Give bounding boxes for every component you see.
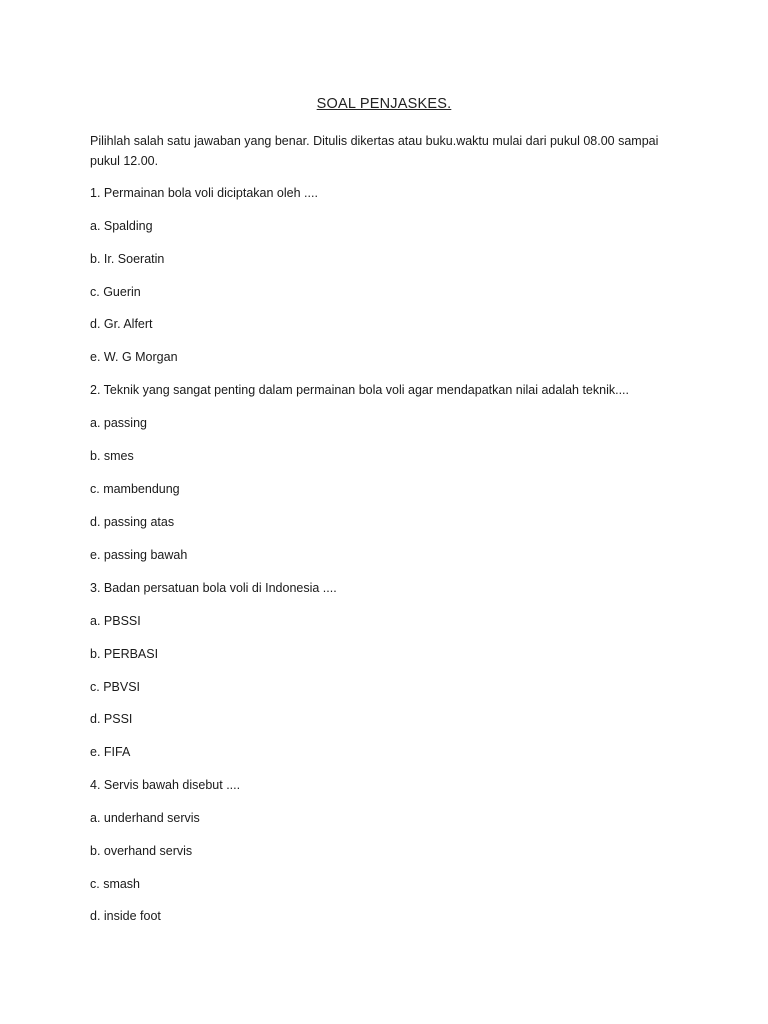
q4-option-d: d. inside foot [90, 909, 161, 923]
q4-option-a: a. underhand servis [90, 811, 200, 825]
q2-option-a: a. passing [90, 416, 147, 430]
q3-option-d: d. PSSI [90, 712, 133, 726]
q1-option-b: b. Ir. Soeratin [90, 252, 165, 266]
document-title: SOAL PENJASKES. [316, 96, 452, 112]
q3-option-c: c. PBVSI [90, 680, 141, 694]
q3-option-a: a. PBSSI [90, 614, 141, 628]
q3-option-e: e. FIFA [90, 745, 131, 759]
question-4: 4. Servis bawah disebut .... [90, 778, 241, 792]
instructions-text: Pilihlah salah satu jawaban yang benar. Ditulis dikertas atau buku.waktu mulai dari pukul 08.00 sampai pukul 12.00. [90, 134, 659, 168]
question-3: 3. Badan persatuan bola voli di Indonesia .... [90, 581, 337, 595]
question-1: 1. Permainan bola voli diciptakan oleh .... [90, 186, 318, 200]
q2-option-d: d. passing atas [90, 515, 175, 529]
q1-option-a: a. Spalding [90, 219, 153, 233]
q1-option-e: e. W. G Morgan [90, 350, 178, 364]
q2-option-e: e. passing bawah [90, 548, 188, 562]
q4-option-b: b. overhand servis [90, 844, 193, 858]
q3-option-b: b. PERBASI [90, 647, 159, 661]
q1-option-d: d. Gr. Alfert [90, 317, 153, 331]
q2-option-c: c. mambendung [90, 482, 180, 496]
q2-option-b: b. smes [90, 449, 134, 463]
q1-option-c: c. Guerin [90, 285, 141, 299]
q4-option-c: c. smash [90, 877, 141, 891]
question-2: 2. Teknik yang sangat penting dalam permainan bola voli agar mendapatkan nilai adalah teknik.... [90, 383, 630, 397]
